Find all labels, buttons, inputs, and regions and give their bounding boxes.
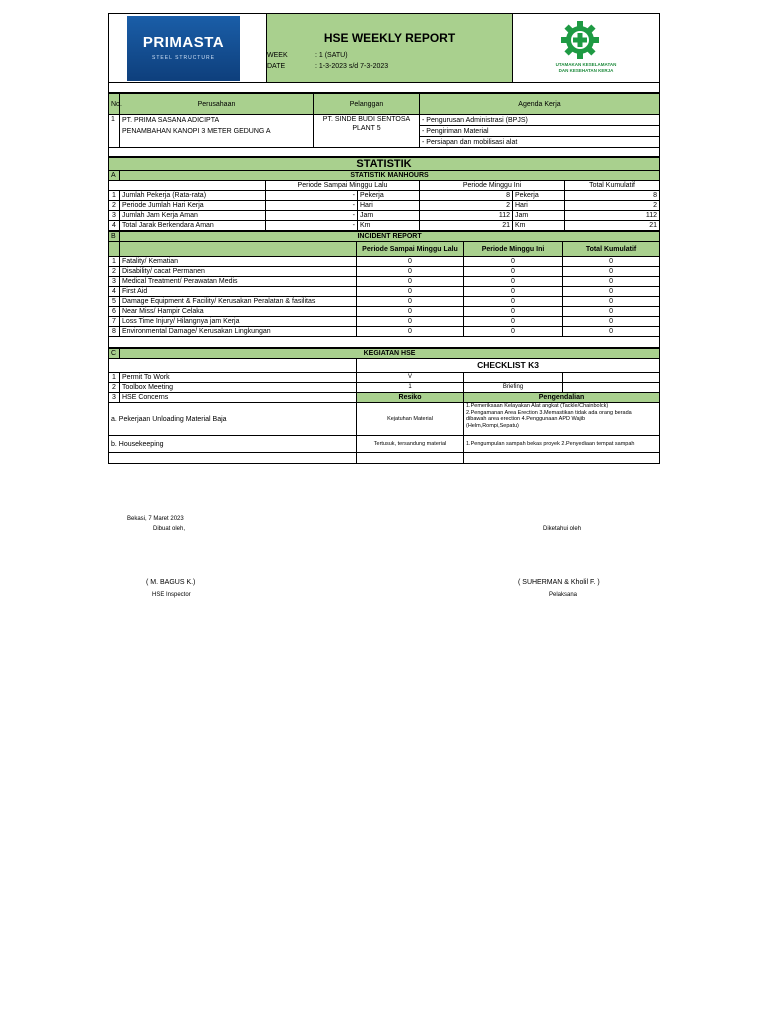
table-row: [109, 267, 660, 277]
table-row: [109, 307, 660, 317]
row-this: 0: [464, 317, 563, 327]
row-label: First Aid: [120, 287, 357, 297]
row-this: 0: [464, 267, 563, 277]
signer-right-name: ( SUHERMAN & Kholil F. ): [518, 579, 600, 586]
agenda-item: - Persiapan dan mobilisasi alat: [420, 137, 660, 148]
cell-blank: [109, 453, 357, 464]
incident-blank: [120, 242, 357, 257]
row-prev: 0: [357, 317, 464, 327]
row-label: Periode Jumlah Hari Kerja: [120, 201, 266, 211]
table-row: [109, 287, 660, 297]
row-prev: 0: [357, 277, 464, 287]
signer-left-role: HSE Inspector: [152, 592, 191, 598]
row-prev: -: [266, 211, 358, 221]
row-this: 0: [464, 277, 563, 287]
report-title: HSE WEEKLY REPORT: [323, 31, 456, 45]
week-value: : 1 (SATU): [315, 52, 348, 59]
incident-col-total: Total Kumulatif: [563, 242, 660, 257]
row-this-unit: Km: [513, 221, 565, 231]
col-prev: Periode Sampai Minggu Lalu: [266, 181, 420, 191]
row-prev-unit: Hari: [358, 201, 420, 211]
row-this: 8: [420, 191, 513, 201]
row-prev: 0: [357, 297, 464, 307]
row-this: 2: [420, 201, 513, 211]
table-row: [109, 201, 660, 211]
report-header: [108, 13, 660, 93]
manhours-table: [108, 157, 660, 231]
row-this: 21: [420, 221, 513, 231]
row-label: Environmental Damage/ Kerusakan Lingkungan: [120, 327, 357, 337]
row-no: 1: [109, 373, 120, 383]
col-perusahaan: Perusahaan: [120, 94, 314, 115]
concern-a-label: a. Pekerjaan Unloading Material Baja: [109, 403, 357, 436]
col-resiko: Resiko: [357, 393, 464, 403]
project-info-table: [108, 93, 660, 157]
row-prev-unit: Pekerja: [358, 191, 420, 201]
row-no: 3: [109, 277, 120, 287]
col-total: Total Kumulatif: [565, 181, 660, 191]
row-label: Fatality/ Kematian: [120, 257, 357, 267]
primasta-logo: [127, 16, 240, 81]
row-prev-unit: Jam: [358, 211, 420, 221]
section-a: A: [109, 171, 120, 181]
agenda-item: - Pengurusan Administrasi (BPJS): [420, 115, 660, 126]
row-label: Near Miss/ Hampir Celaka: [120, 307, 357, 317]
row-total: 0: [563, 327, 660, 337]
incident-table: [108, 231, 660, 348]
row-total: 2: [565, 201, 660, 211]
col-agenda: Agenda Kerja: [420, 94, 660, 115]
week-label: WEEK: [267, 52, 288, 59]
row-label: Damage Equipment & Facility/ Kerusakan Peralatan & fasilitas: [120, 297, 357, 307]
row-label: Permit To Work: [120, 373, 357, 383]
k3-gear-icon: [560, 20, 600, 60]
kegiatan-title: KEGIATAN HSE: [120, 349, 660, 359]
row-no: 2: [109, 267, 120, 277]
table-row: [109, 327, 660, 337]
row-label: Jumlah Jam Kerja Aman: [120, 211, 266, 221]
table-row: [109, 211, 660, 221]
project-name: PENAMBAHAN KANOPI 3 METER GEDUNG A: [122, 128, 271, 135]
row-prev-unit: Km: [358, 221, 420, 231]
toolbox-count: 1: [357, 383, 464, 393]
row-this-unit: Pekerja: [513, 191, 565, 201]
row-this: 0: [464, 307, 563, 317]
row-this: 0: [464, 327, 563, 337]
week-info: [267, 51, 388, 71]
col-pengendalian: Pengendalian: [464, 393, 660, 403]
row-total: 0: [563, 307, 660, 317]
row-prev: 0: [357, 267, 464, 277]
cell-blank: [464, 453, 660, 464]
signer-left-name: ( M. BAGUS K.): [146, 579, 196, 586]
checklist-title: CHECKLIST K3: [357, 359, 660, 373]
signer-right-role: Pelaksana: [549, 592, 578, 598]
logo-cell: [109, 14, 267, 83]
kegiatan-blank: [109, 359, 357, 373]
row-total: 112: [565, 211, 660, 221]
row-total: 0: [563, 287, 660, 297]
cell-blank: [464, 373, 563, 383]
manhours-title: STATISTIK MANHOURS: [120, 171, 660, 181]
row-prev: -: [266, 191, 358, 201]
concern-a-pengendalian: 1.Pemeriksaan Kelayakan Alat angkat (Tackle/Chainbolck) 2.Pengamanan Area Erection 3.Memastikan tidak ada orang berada dibawah area erection 4.Penggunaan APD Wajib (Helm,Rompi,Sepatu): [464, 403, 660, 436]
row-no: 1: [109, 257, 120, 267]
hse-weekly-report: [108, 13, 659, 464]
toolbox-type: Briefing: [464, 383, 563, 393]
col-this: Periode Minggu Ini: [420, 181, 565, 191]
row-prev: 0: [357, 287, 464, 297]
incident-col-this: Periode Minggu Ini: [464, 242, 563, 257]
cell-blank: [563, 383, 660, 393]
cell-blank: [563, 373, 660, 383]
table-row: [109, 191, 660, 201]
spacer-row: [109, 83, 660, 93]
row-prev: 0: [357, 327, 464, 337]
concern-a-resiko: Kejatuhan Material: [357, 403, 464, 436]
row-no: 2: [109, 383, 120, 393]
row-no: 4: [109, 221, 120, 231]
row-no: 4: [109, 287, 120, 297]
row-this-unit: Hari: [513, 201, 565, 211]
row-prev: -: [266, 201, 358, 211]
row-no: 2: [109, 201, 120, 211]
logo-sub: STEEL STRUCTURE: [152, 55, 215, 61]
row-total: 0: [563, 297, 660, 307]
concern-b-pengendalian: 1.Pengumpulan sampah bekas proyek 2.Penyediaan tempat sampah: [464, 436, 660, 453]
place-date: Bekasi, 7 Maret 2023: [127, 516, 184, 522]
pelanggan-plant: PLANT 5: [352, 125, 381, 132]
table-row: [109, 221, 660, 231]
table-row: [109, 317, 660, 327]
row-this: 0: [464, 257, 563, 267]
row-label: Total Jarak Berkendara Aman: [120, 221, 266, 231]
concern-b-label: b. Housekeeping: [109, 436, 357, 453]
title-cell: [267, 14, 513, 83]
row-no: 6: [109, 307, 120, 317]
table-row: [109, 297, 660, 307]
incident-blank: [109, 242, 120, 257]
section-b: B: [109, 232, 120, 242]
row-total: 0: [563, 257, 660, 267]
row-total: 0: [563, 277, 660, 287]
table-row: [109, 257, 660, 267]
logo-main: PRIMASTA: [142, 34, 225, 51]
row-this: 0: [464, 297, 563, 307]
row-this: 0: [464, 287, 563, 297]
incident-col-prev: Periode Sampai Minggu Lalu: [357, 242, 464, 257]
row-no: 3: [109, 211, 120, 221]
row-total: 0: [563, 267, 660, 277]
table-row: [109, 383, 660, 393]
manhours-blank: [109, 181, 266, 191]
perusahaan-name: PT. PRIMA SASANA ADICIPTA: [122, 117, 220, 124]
row-no: 1: [109, 191, 120, 201]
dibuat-oleh: Dibuat oleh,: [153, 526, 186, 532]
permit-check: V: [357, 373, 464, 383]
cell-blank: [357, 453, 464, 464]
row-total: 21: [565, 221, 660, 231]
col-pelanggan: Pelanggan: [314, 94, 420, 115]
kegiatan-table: [108, 348, 660, 464]
info-no: 1: [109, 115, 120, 148]
date-label: DATE: [267, 63, 286, 70]
agenda-item: - Pengiriman Material: [420, 126, 660, 137]
row-no: 5: [109, 297, 120, 307]
table-row: [109, 403, 660, 436]
row-label: Disability/ cacat Permanen: [120, 267, 357, 277]
row-this-unit: Jam: [513, 211, 565, 221]
col-no: No.: [109, 94, 120, 115]
row-total: 8: [565, 191, 660, 201]
row-label: Toolbox Meeting: [120, 383, 357, 393]
pelanggan-cell: [314, 115, 420, 148]
row-label: Medical Treatment/ Perawatan Medis: [120, 277, 357, 287]
concern-b-resiko: Tertusuk, tersandung material: [357, 436, 464, 453]
row-this: 112: [420, 211, 513, 221]
incident-title: INCIDENT REPORT: [120, 232, 660, 242]
perusahaan-cell: [120, 115, 314, 148]
row-label: Jumlah Pekerja (Rata-rata): [120, 191, 266, 201]
table-row: [109, 393, 660, 403]
spacer-row: [109, 148, 660, 157]
row-label: Loss Time Injury/ Hilangnya jam Kerja: [120, 317, 357, 327]
row-no: 7: [109, 317, 120, 327]
row-total: 0: [563, 317, 660, 327]
table-row: [109, 373, 660, 383]
row-prev: -: [266, 221, 358, 231]
table-row: [109, 436, 660, 453]
statistik-title: STATISTIK: [109, 158, 660, 171]
row-no: 3: [109, 393, 120, 403]
pelanggan-name: PT. SINDE BUDI SENTOSA: [322, 116, 411, 123]
row-no: 8: [109, 327, 120, 337]
section-c: C: [109, 349, 120, 359]
diketahui-oleh: Diketahui oleh: [543, 526, 582, 532]
table-row: [109, 277, 660, 287]
row-prev: 0: [357, 257, 464, 267]
row-prev: 0: [357, 307, 464, 317]
row-label: HSE Concerns: [120, 393, 357, 403]
spacer-row: [109, 337, 660, 348]
date-value: : 1-3-2023 s/d 7-3-2023: [315, 63, 389, 70]
k3-slogan: UTAMAKAN KESELAMATAN DAN KESEHATAN KERJA: [555, 62, 617, 73]
k3-logo-cell: [513, 14, 660, 83]
